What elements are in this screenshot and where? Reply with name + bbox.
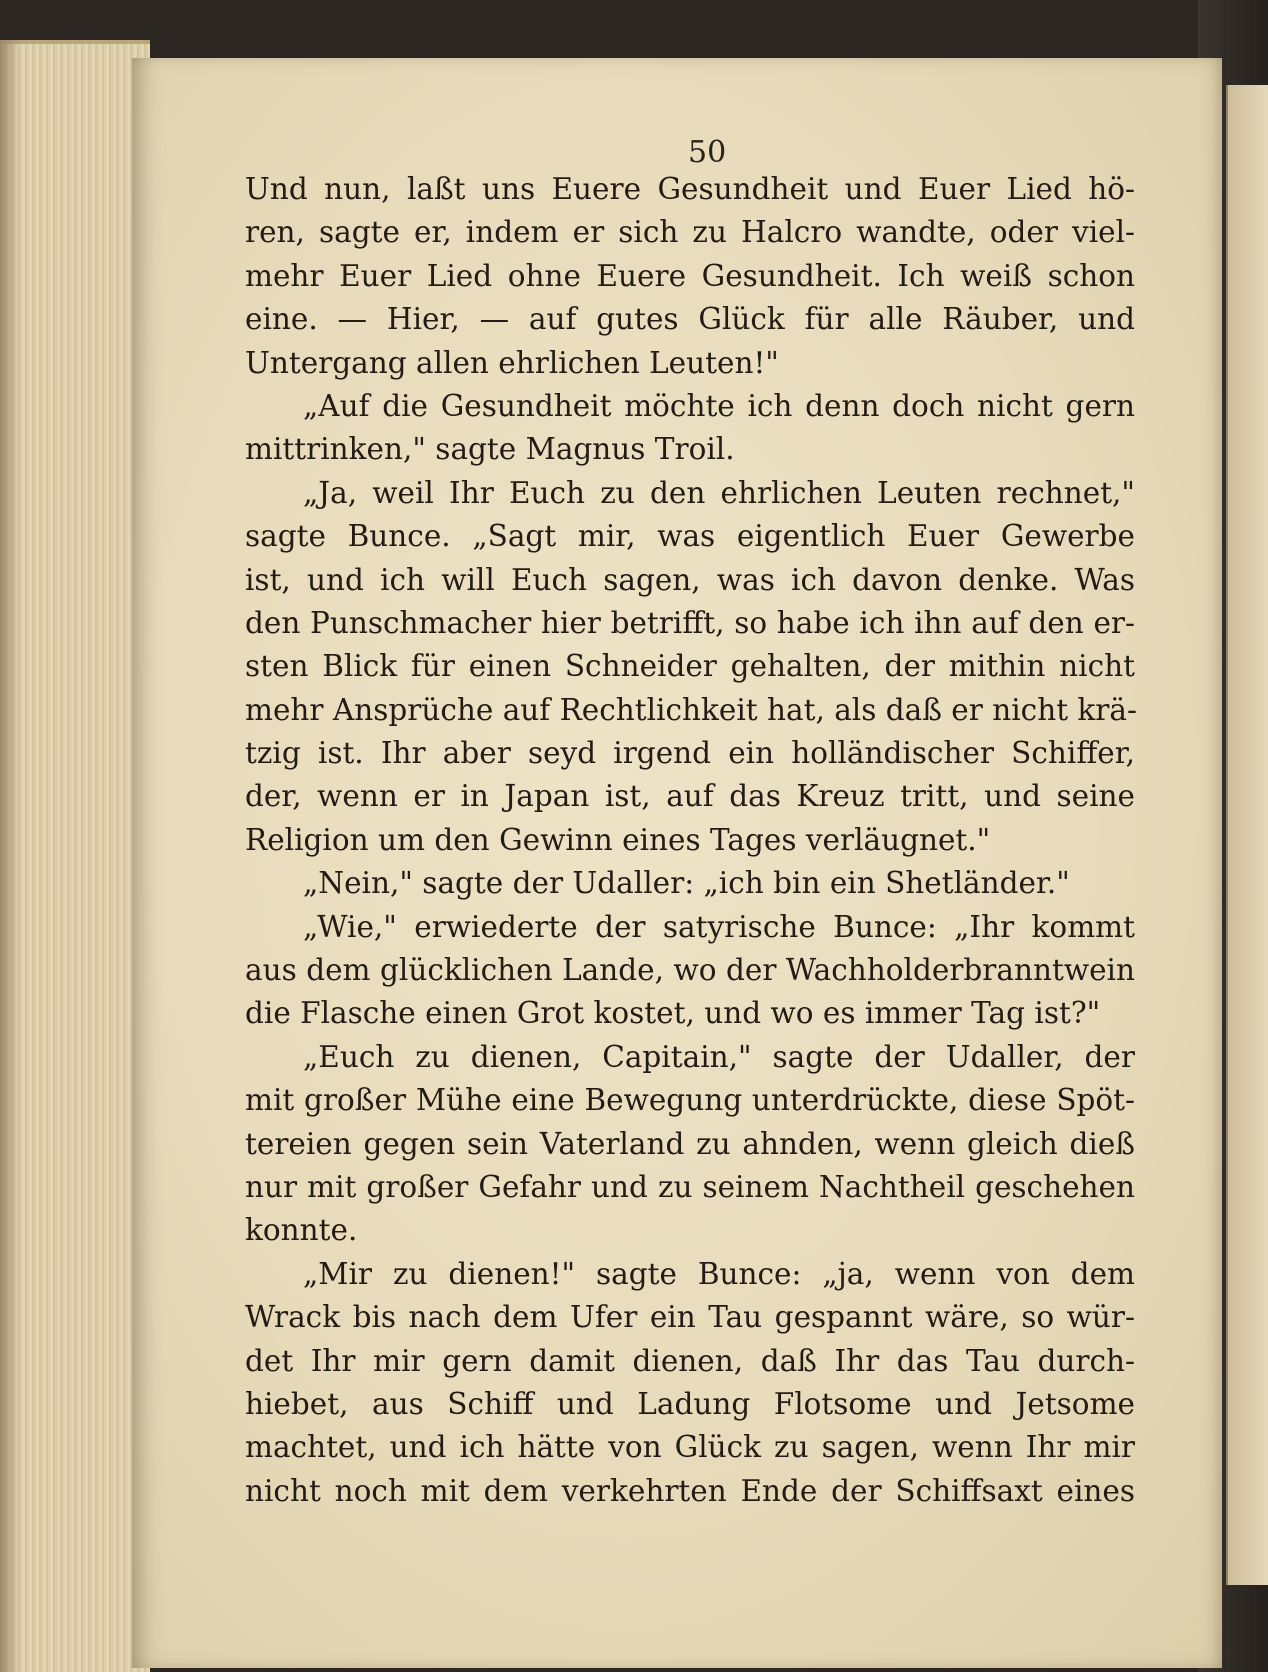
text-line: det Ihr mir gern damit dienen, daß Ihr das Tau durch- [245,1343,1135,1378]
text-line: tereien gegen sein Vaterland zu ahnden, wenn gleich dieß [245,1126,1135,1161]
text-line: „Nein," sagte der Udaller: „ich bin ein Shetländer." [303,866,1070,901]
facing-page-edge [1226,85,1268,1585]
text-line: mittrinken," sagte Magnus Troil. [245,432,735,467]
text-line: mit großer Mühe eine Bewegung unterdrückte, diese Spöt- [245,1083,1135,1118]
text-line: „Auf die Gesundheit möchte ich denn doch nicht gern [303,388,1135,423]
page-number: 50 [688,135,727,170]
text-line: ren, sagte er, indem er sich zu Halcro wandte, oder viel- [245,215,1135,250]
text-line: „Mir zu dienen!" sagte Bunce: „ja, wenn von dem [303,1256,1135,1291]
text-line: mehr Ansprüche auf Rechtlichkeit hat, als daß er nicht krä- [245,692,1137,727]
text-line: hiebet, aus Schiff und Ladung Flotsome und Jetsome [245,1386,1135,1421]
text-line: sagte Bunce. „Sagt mir, was eigentlich Euer Gewerbe [245,519,1135,554]
text-line: eine. — Hier, — auf gutes Glück für alle Räuber, und [245,302,1135,337]
text-line: Wrack bis nach dem Ufer ein Tau gespannt wäre, so wür- [245,1300,1135,1335]
text-line: mehr Euer Lied ohne Euere Gesundheit. Ich weiß schon [245,258,1135,293]
text-line: nicht noch mit dem verkehrten Ende der Schiffsaxt eines [245,1473,1135,1508]
text-line: den Punschmacher hier betrifft, so habe ich ihn auf den er- [245,605,1135,640]
text-line: „Wie," erwiederte der satyrische Bunce: „Ihr kommt [303,909,1135,944]
text-line: aus dem glücklichen Lande, wo der Wachholderbranntwein [245,953,1135,988]
text-line: die Flasche einen Grot kostet, und wo es immer Tag ist?" [245,996,1101,1031]
text-line: „Ja, weil Ihr Euch zu den ehrlichen Leuten rechnet," [303,475,1135,510]
text-line: Untergang allen ehrlichen Leuten!" [245,345,779,380]
text-line: nur mit großer Gefahr und zu seinem Nachtheil geschehen [245,1169,1135,1204]
text-line: Und nun, laßt uns Euere Gesundheit und Euer Lied hö- [245,172,1135,206]
text-line: „Euch zu dienen, Capitain," sagte der Udaller, der [303,1039,1135,1074]
text-line: ist, und ich will Euch sagen, was ich davon denke. Was [245,562,1135,597]
body-text [245,168,1135,1513]
text-line: der, wenn er in Japan ist, auf das Kreuz tritt, und seine [245,779,1135,814]
page-edges-shadow [0,40,20,1672]
text-line: tzig ist. Ihr aber seyd irgend ein holländischer Schiffer, [245,736,1135,771]
page-edges [0,40,150,1672]
text-line: Religion um den Gewinn eines Tages verläugnet." [245,822,991,857]
text-line: konnte. [245,1213,358,1248]
text-line: machtet, und ich hätte von Glück zu sagen, wenn Ihr mir [245,1430,1135,1465]
text-line: sten Blick für einen Schneider gehalten, der mithin nicht [245,649,1135,684]
